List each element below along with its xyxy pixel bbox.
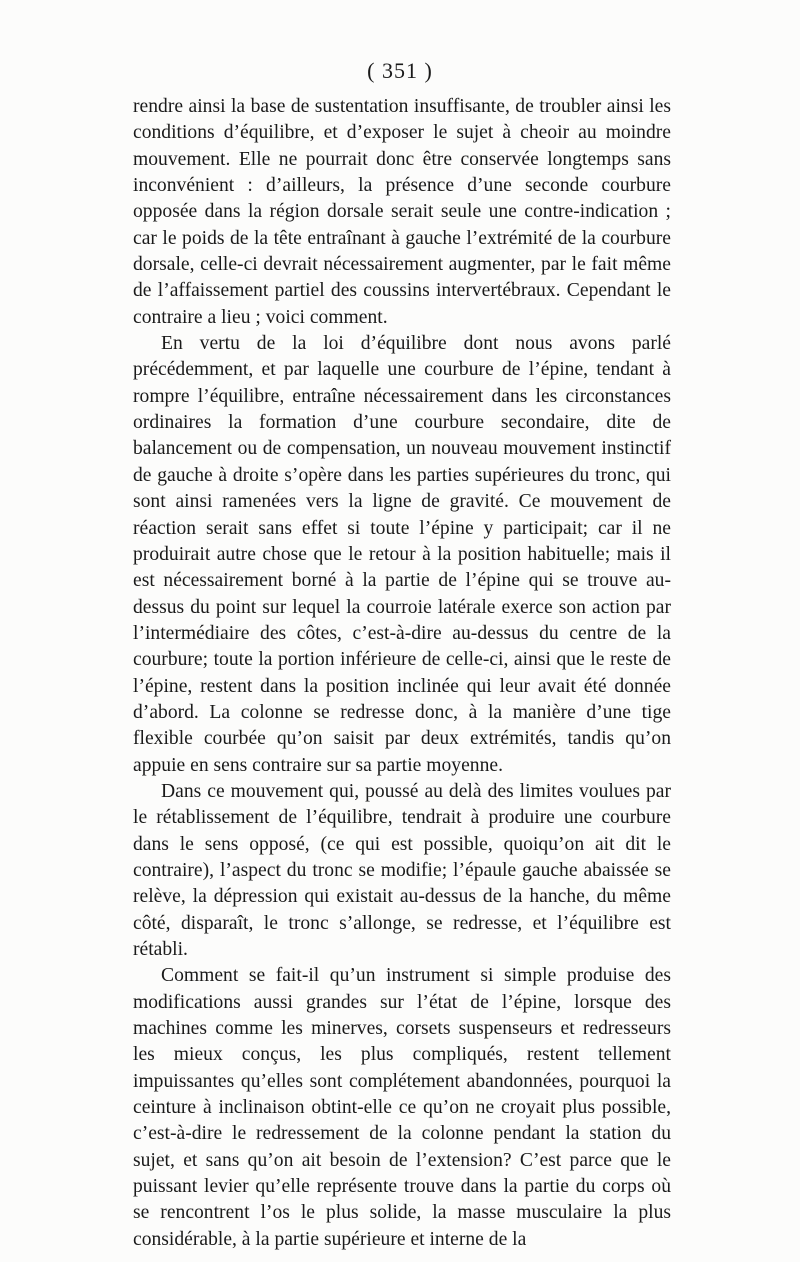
- paragraph-3: Dans ce mouvement qui, poussé au delà des limites voulues par le rétablissement de l’équilibre, tendrait à produire une courbure dans le sens opposé, (ce qui est possible, quoiqu’on ait dit le contraire), l’aspect du tronc se modifie; l’épaule gauche abaissée se relève, la dépression qui existait au-dessus de la hanche, du même côté, disparaît, le tronc s’allonge, se redresse, et l’équilibre est rétabli.: [133, 780, 671, 960]
- paragraph-4: Comment se fait-il qu’un instrument si simple produise des modifications aussi grandes sur l’état de l’épine, lorsque des machines comme les minerves, corsets suspenseurs et redresseurs les mieux conçus, les plus compliqués, restent tellement impuissantes qu’elles sont complétement abandonnées, pourquoi la ceinture à inclinaison obtint-elle ce qu’on ne croyait plus possible, c’est-à-dire le redressement de la colonne pendant la station du sujet, et sans qu’on ait besoin de l’extension? C’est parce que le puissant levier qu’elle représente trouve dans la partie du corps où se rencontrent l’os le plus solide, la masse musculaire la plus considérable, à la partie supérieure et interne de la: [133, 965, 671, 1250]
- page-number: ( 351 ): [367, 58, 433, 83]
- paragraph-1: rendre ainsi la base de sustentation insuffisante, de troubler ainsi les conditions d’équilibre, et d’exposer le sujet à cheoir au moindre mouvement. Elle ne pourrait donc être conservée longtemps sans inconvénient : d’ailleurs, la présence d’une seconde courbure opposée dans la région dorsale serait seule une contre-indication ; car le poids de la tête entraînant à gauche l’extrémité de la courbure dorsale, celle-ci devrait nécessairement augmenter, par le fait même de l’affaissement partiel des coussins intervertébraux. Cependant le contraire a lieu ; voici comment.: [133, 96, 671, 328]
- paragraph-2: En vertu de la loi d’équilibre dont nous avons parlé précédemment, et par laquelle une courbure de l’épine, tendant à rompre l’équilibre, entraîne nécessairement dans les circonstances ordinaires la formation d’une courbure secondaire, dite de balancement ou de compensation, un nouveau mouvement instinctif de gauche à droite s’opère dans les parties supérieures du tronc, qui sont ainsi ramenées vers la ligne de gravité. Ce mouvement de réaction serait sans effet si toute l’épine y participait; car il ne produirait autre chose que le retour à la position habituelle; mais il est nécessairement borné à la partie de l’épine qui se trouve au-dessus du point sur lequel la courroie latérale exerce son action par l’intermédiaire des côtes, c’est-à-dire au-dessus du centre de la courbure; toute la portion inférieure de celle-ci, ainsi que le reste de l’épine, restent dans la position inclinée qui leur avait été donnée d’abord. La colonne se redresse donc, à la manière d’une tige flexible courbée qu’on saisit par deux extrémités, tandis qu’on appuie en sens contraire sur sa partie moyenne.: [133, 333, 671, 776]
- page-body: [133, 94, 671, 1253]
